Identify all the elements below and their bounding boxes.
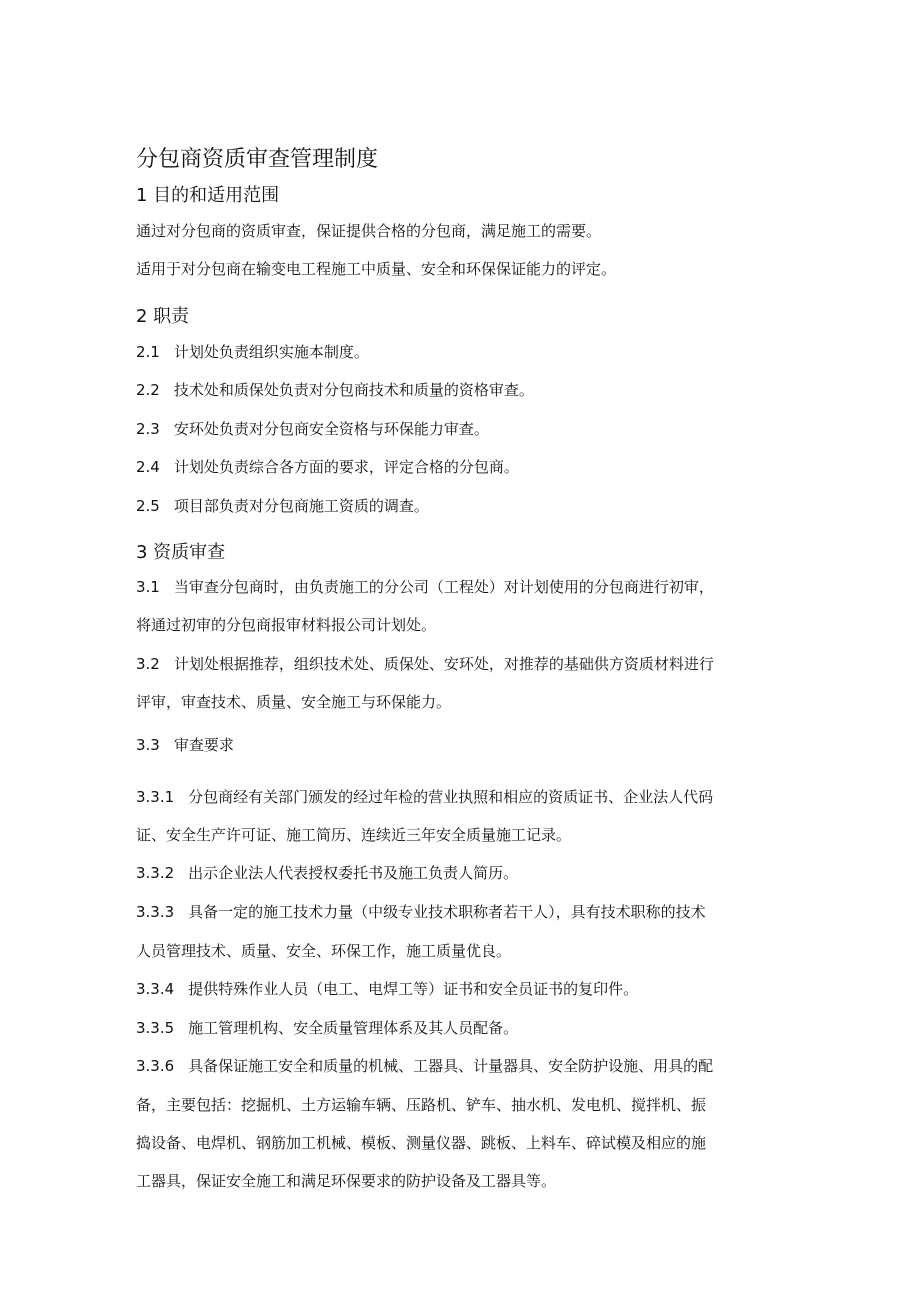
paragraph [136, 786, 713, 807]
item-text: 计划处负责综合各方面的要求，评定合格的分包商。 [173, 458, 519, 476]
paragraph [136, 978, 638, 999]
item-text: 提供特殊作业人员（电工、电焊工等）证书和安全员证书的复印件。 [188, 980, 639, 998]
item-number: 3.3.2 [136, 864, 175, 882]
paragraph-continuation: 将通过初审的分包商报审材料报公司计划处。 [136, 616, 437, 634]
list-item [136, 341, 369, 362]
item-number: 3.3.1 [136, 788, 175, 806]
item-number: 2.4 [136, 458, 160, 476]
item-text: 技术处和质保处负责对分包商技术和质量的资格审查。 [173, 381, 534, 399]
item-text: 分包商经有关部门颁发的经过年检的营业执照和相应的资质证书、企业法人代码 [188, 788, 714, 806]
item-text: 施工管理机构、安全质量管理体系及其人员配备。 [188, 1019, 519, 1037]
item-number: 3.3.4 [136, 980, 175, 998]
item-text: 当审查分包商时，由负责施工的分公司（工程处）对计划使用的分包商进行初审， [173, 578, 714, 596]
paragraph [136, 576, 714, 597]
item-number: 3.2 [136, 655, 160, 673]
list-item [136, 379, 534, 400]
item-number: 2.3 [136, 420, 160, 438]
item-text: 审查要求 [173, 736, 234, 754]
paragraph: 通过对分包商的资质审查，保证提供合格的分包商，满足施工的需要。 [136, 222, 602, 240]
item-text: 项目部负责对分包商施工资质的调查。 [173, 497, 429, 515]
item-text: 计划处根据推荐，组织技术处、质保处、安环处，对推荐的基础供方资质材料进行 [173, 655, 714, 673]
item-text: 出示企业法人代表授权委托书及施工负责人简历。 [188, 864, 519, 882]
item-number: 3.3.5 [136, 1019, 175, 1037]
paragraph-continuation: 评审，审查技术、质量、安全施工与环保能力。 [136, 693, 452, 711]
item-text: 具备保证施工安全和质量的机械、工器具、计量器具、安全防护设施、用具的配 [188, 1057, 714, 1075]
paragraph: 适用于对分包商在输变电工程施工中质量、安全和环保保证能力的评定。 [136, 260, 617, 278]
item-number: 3.3 [136, 736, 160, 754]
item-number: 3.1 [136, 578, 160, 596]
list-item [136, 418, 489, 439]
section-heading-2: 2 职责 [136, 306, 190, 327]
paragraph [136, 901, 706, 922]
paragraph-continuation: 证、安全生产许可证、施工简历、连续近三年安全质量施工记录。 [136, 826, 572, 844]
item-number: 2.1 [136, 343, 160, 361]
item-text: 具备一定的施工技术力量（中级专业技术职称者若干人），具有技术职称的技术 [188, 903, 706, 921]
paragraph [136, 1055, 713, 1076]
item-text: 安环处负责对分包商安全资格与环保能力审查。 [173, 420, 489, 438]
item-text: 计划处负责组织实施本制度。 [173, 343, 369, 361]
paragraph [136, 734, 234, 755]
item-number: 2.2 [136, 381, 160, 399]
paragraph-continuation: 备，主要包括：挖掘机、土方运输车辆、压路机、铲车、抽水机、发电机、搅拌机、振 [136, 1096, 707, 1114]
paragraph [136, 862, 518, 883]
section-heading-3: 3 资质审查 [136, 542, 226, 563]
paragraph [136, 1017, 518, 1038]
paragraph-continuation: 工器具，保证安全施工和满足环保要求的防护设备及工器具等。 [136, 1172, 557, 1190]
section-heading-1: 1 目的和适用范围 [136, 185, 280, 206]
item-number: 3.3.6 [136, 1057, 175, 1075]
paragraph-continuation: 人员管理技术、质量、安全、环保工作，施工质量优良。 [136, 942, 512, 960]
item-number: 3.3.3 [136, 903, 175, 921]
list-item [136, 495, 429, 516]
paragraph-continuation: 捣设备、电焊机、钢筋加工机械、模板、测量仪器、跳板、上料车、碎试模及相应的施 [136, 1134, 707, 1152]
paragraph [136, 653, 714, 674]
page-title: 分包商资质审查管理制度 [136, 147, 379, 172]
item-number: 2.5 [136, 497, 160, 515]
list-item [136, 456, 519, 477]
